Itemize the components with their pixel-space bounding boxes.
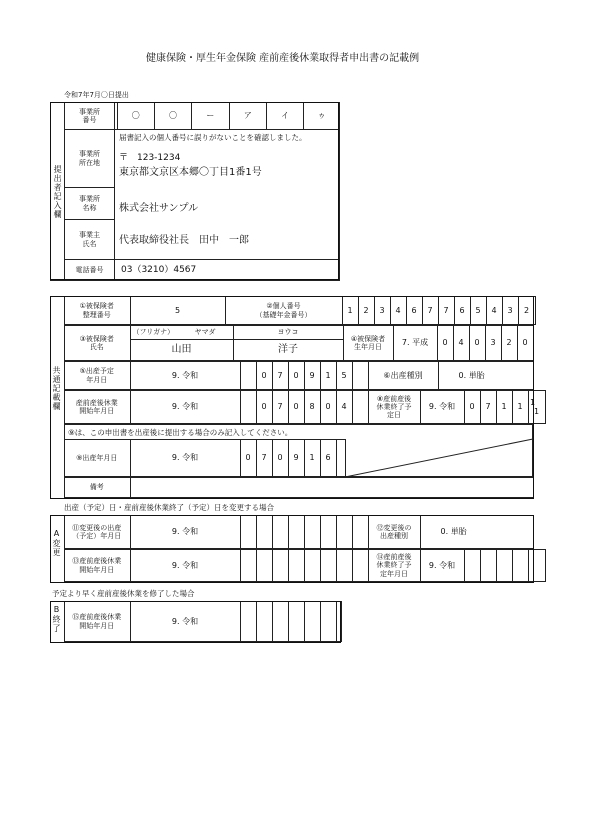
changed-start-label: ⑬産前産後休業 開始年月日 <box>64 550 130 582</box>
individual-number-digit: 7 <box>438 297 454 325</box>
changed-start-era-code: 9. <box>171 560 180 570</box>
submitter-section-label: 提出者記入欄 <box>51 103 65 281</box>
changed-type-code: 0. <box>440 527 449 537</box>
birth-digit: 0 <box>517 326 533 361</box>
note-9: ⑨は、この申出書を出産後に提出する場合のみ記入してください。 <box>68 428 293 437</box>
birth-type-name: 単胎 <box>468 370 485 380</box>
individual-number-digit: 2 <box>358 297 374 325</box>
individual-number-digit: 4 <box>486 297 502 325</box>
individual-number-label: ②個人番号 （基礎年金番号） <box>225 297 342 325</box>
leave-start-era-name: 令和 <box>182 402 199 412</box>
changed-end-era-name: 令和 <box>439 560 456 570</box>
leave-end-era-code: 9. <box>428 402 437 412</box>
individual-number-digit: 1 <box>342 297 358 325</box>
changed-due-label: ⑪変更後の出産 （予定）年月日 <box>64 516 130 549</box>
actual-birth-era-code: 9. <box>171 453 180 463</box>
office-number-char: 〇 <box>117 103 154 129</box>
birth-digit: 2 <box>501 326 517 361</box>
office-name-label: 事業所 名称 <box>65 188 115 220</box>
leave-end-era-name: 令和 <box>439 402 456 412</box>
diagonal-line <box>345 439 533 477</box>
due-digit: 0 <box>288 362 304 390</box>
furigana-label: （フリガナ） <box>132 328 175 336</box>
individual-number-digit: 6 <box>454 297 470 325</box>
actual-birth-digit: 9 <box>288 440 304 477</box>
leave-start-digit: 0 <box>288 391 304 424</box>
office-number-char: ー <box>192 103 229 129</box>
office-number-char: イ <box>266 103 303 129</box>
furigana-first: ヨウコ <box>234 326 343 340</box>
postal-code: 〒 123-1234 <box>119 153 181 163</box>
office-number-char: 〇 <box>154 103 191 129</box>
owner-name: 代表取締役社長 田中 一郎 <box>119 235 249 246</box>
individual-number-digit: 6 <box>406 297 422 325</box>
due-digit: 7 <box>272 362 288 390</box>
changed-type-label: ⑫変更後の 出産種別 <box>368 516 420 549</box>
remarks-label: 備考 <box>64 478 130 498</box>
birth-digit: 4 <box>453 326 469 361</box>
birth-type-label: ⑥出産種別 <box>368 362 438 390</box>
due-date-label: ⑤出産予定 年月日 <box>64 362 130 390</box>
office-number-char: ア <box>229 103 266 129</box>
address-label: 事業所 所在地 <box>65 130 115 188</box>
actual-birth-digit: 0 <box>272 440 288 477</box>
actual-birth-label: ⑨出産年月日 <box>64 440 130 477</box>
name-first: 洋子 <box>278 344 298 355</box>
owner-label: 事業主 氏名 <box>65 220 115 260</box>
leave-start-digit: 0 <box>320 391 336 424</box>
early-end-label: ⑮産前産後休業 開始年月日 <box>64 602 130 642</box>
early-end-era-name: 令和 <box>182 616 199 626</box>
actual-birth-digit: 6 <box>320 440 336 477</box>
leave-start-digit: 0 <box>256 391 272 424</box>
birth-label: ④被保険者 生年月日 <box>343 326 393 361</box>
individual-number-digit: 7 <box>422 297 438 325</box>
leave-end-digit: 1 <box>512 391 528 424</box>
phone-label: 電話番号 <box>65 260 115 281</box>
actual-birth-era-name: 令和 <box>182 453 199 463</box>
early-end-section-label: B終了 <box>52 605 61 633</box>
phone-number: 03（3210）4567 <box>115 260 340 281</box>
birth-type-code: 0. <box>458 370 467 380</box>
leave-end-digit: 1 <box>496 391 512 424</box>
due-digit: 9 <box>304 362 320 390</box>
birth-era-code: 7. <box>401 338 410 348</box>
confirmation-text: 届書記入の個人番号に誤りがないことを確認しました。 <box>119 133 307 142</box>
insured-number-label: ①被保険者 整理番号 <box>64 297 130 325</box>
leave-start-era-code: 9. <box>171 402 180 412</box>
leave-end-label: ⑧産前産後 休業終了予 定日 <box>368 391 420 424</box>
leave-start-label: 産前産後休業 開始年月日 <box>64 391 130 424</box>
leave-end-digit: 7 <box>480 391 496 424</box>
due-era-name: 令和 <box>182 370 199 380</box>
office-name: 株式会社サンプル <box>119 203 199 214</box>
insured-number: 5 <box>130 297 225 325</box>
due-digit: 1 <box>320 362 336 390</box>
individual-number-digit: 3 <box>374 297 390 325</box>
furigana-last: ヤマダ <box>194 328 216 336</box>
birth-digit: 0 <box>469 326 485 361</box>
changed-due-era-name: 令和 <box>182 527 199 537</box>
changed-end-era-code: 9. <box>428 560 437 570</box>
name-last: 山田 <box>171 344 192 355</box>
birth-digit: 0 <box>437 326 453 361</box>
individual-number-digit: 4 <box>390 297 406 325</box>
actual-birth-digit: 0 <box>240 440 256 477</box>
changed-due-era-code: 9. <box>171 527 180 537</box>
due-digit: 0 <box>256 362 272 390</box>
leave-start-digit: 7 <box>272 391 288 424</box>
due-era-code: 9. <box>171 370 180 380</box>
change-section-label: A変更 <box>52 529 61 557</box>
individual-number-digit: 2 <box>518 297 535 325</box>
submission-date: 令和7年7月〇日提出 <box>64 91 129 99</box>
changed-start-era-name: 令和 <box>182 560 199 570</box>
common-section-label: 共通記載欄 <box>52 366 61 411</box>
actual-birth-digit: 1 <box>304 440 320 477</box>
actual-birth-digit: 7 <box>256 440 272 477</box>
changed-type-name: 単胎 <box>450 527 467 537</box>
birth-era-name: 平成 <box>412 338 429 348</box>
office-address: 東京都文京区本郷〇丁目1番1号 <box>119 167 262 178</box>
leave-end-digit: 1 1 <box>528 391 545 424</box>
leave-end-digit: 0 <box>464 391 480 424</box>
changed-end-label: ⑭産前産後 休業終了予 定年月日 <box>368 550 420 582</box>
change-heading: 出産（予定）日・産前産後休業終了（予定）日を変更する場合 <box>64 503 274 512</box>
individual-number-digit: 5 <box>470 297 486 325</box>
early-end-era-code: 9. <box>171 616 180 626</box>
page-title: 健康保険・厚生年金保険 産前産後休業取得者申出書の記載例 <box>146 53 420 64</box>
due-digit: 5 <box>336 362 352 390</box>
birth-digit: 3 <box>485 326 501 361</box>
leave-start-digit: 8 <box>304 391 320 424</box>
office-number-char: ゥ <box>317 111 326 121</box>
individual-number-digit: 3 <box>502 297 518 325</box>
early-end-heading: 予定より早く産前産後休業を修了した場合 <box>52 589 195 598</box>
leave-start-digit: 4 <box>336 391 352 424</box>
name-label: ③被保険者 氏名 <box>64 326 130 361</box>
office-number-label: 事業所 番号 <box>65 103 115 130</box>
